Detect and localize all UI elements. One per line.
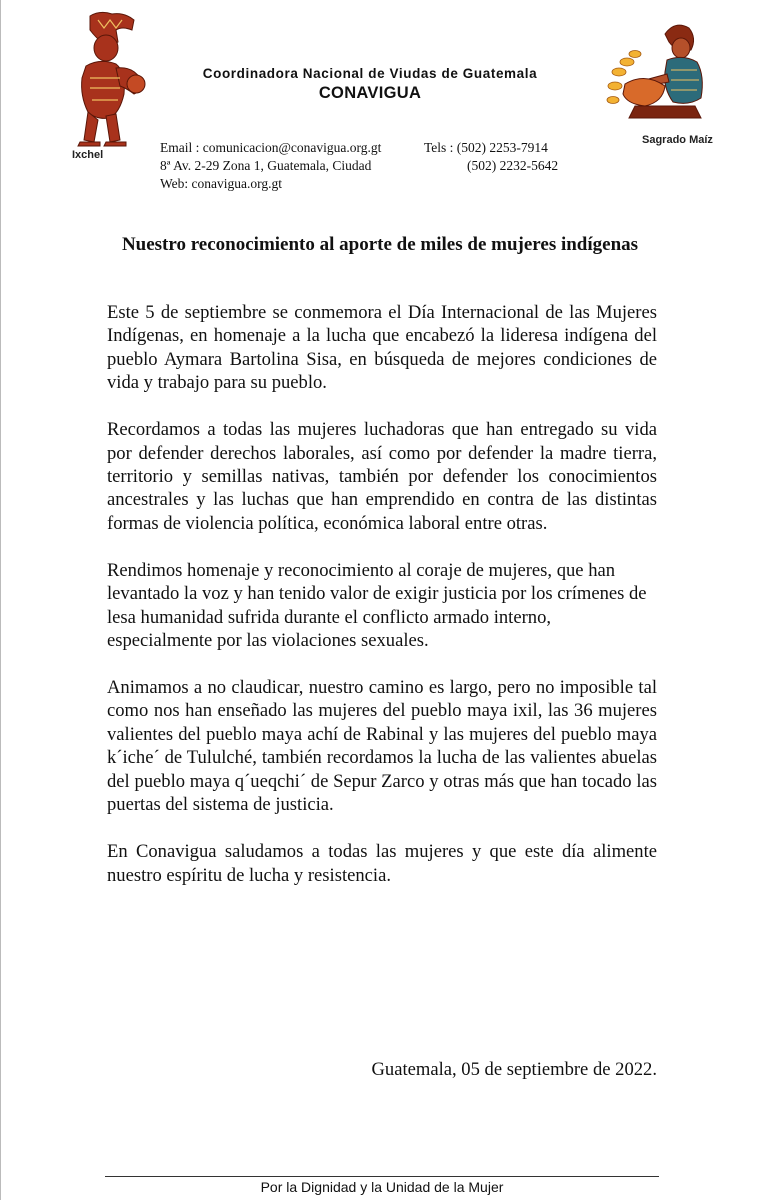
org-acronym: CONAVIGUA <box>318 84 422 102</box>
document-body <box>107 301 657 911</box>
paragraph: Animamos a no claudicar, nuestro camino es largo, pero no imposible tal como nos han enseñado las mujeres del pueblo maya ixil, las 36 mujeres valientes del pueblo maya achí de Rabinal y las mujeres del pueblo maya k´iche´ de Tululché, también recordamos la lucha de las valientes abuelas del pueblo maya q´ueqchi´ de Sepur Zarco y otras más que han tocado las puertas del sistema de justicia. <box>107 677 657 816</box>
ixchel-caption: Ixchel <box>72 149 104 161</box>
sagrado-maiz-caption: Sagrado Maíz <box>642 134 713 146</box>
contact-web: Web: conavigua.org.gt <box>160 176 283 191</box>
paragraph: En Conavigua saludamos a todas las mujeres y que este día alimente nuestro espíritu de lucha y resistencia. <box>107 841 657 886</box>
paragraph: Rendimos homenaje y reconocimiento al coraje de mujeres, que han levantado la voz y han tenido valor de exigir justicia por los crímenes de lesa humanidad sufrida durante el conflicto armado interno, especialmente por las violaciones sexuales. <box>107 559 647 652</box>
paragraph: Este 5 de septiembre se conmemora el Día Internacional de las Mujeres Indígenas, en homenaje a la lucha que encabezó la lideresa indígena del pueblo Aymara Bartolina Sisa, en búsqueda de mejores condiciones de vida y trabajo para su pueblo. <box>107 302 657 394</box>
contact-phone-2: (502) 2232-5642 <box>467 158 559 173</box>
contact-phone-1: Tels : (502) 2253-7914 <box>424 140 548 155</box>
document-title: Nuestro reconocimiento al aporte de miles de mujeres indígenas <box>121 234 639 255</box>
signoff-date: Guatemala, 05 de septiembre de 2022. <box>371 1059 657 1080</box>
paragraph: Recordamos a todas las mujeres luchadoras que han entregado su vida por defender derechos laborales, así como por defender la madre tierra, territorio y semillas nativas, también por defender los conocimientos ancestrales y las luchas que han emprendido en contra de las distintas formas de violencia política, económica laboral entre otras. <box>107 419 657 534</box>
page-border <box>0 0 1 1200</box>
sagrado-maiz-logo-image <box>605 14 720 132</box>
footer-divider <box>105 1176 659 1177</box>
ixchel-logo-image <box>60 8 150 148</box>
footer-motto: Por la Dignidad y la Unidad de la Mujer <box>260 1179 504 1195</box>
contact-address: 8ª Av. 2-29 Zona 1, Guatemala, Ciudad <box>160 158 372 173</box>
contact-email: Email : comunicacion@conavigua.org.gt <box>160 140 382 155</box>
org-name: Coordinadora Nacional de Viudas de Guatemala <box>202 66 538 81</box>
